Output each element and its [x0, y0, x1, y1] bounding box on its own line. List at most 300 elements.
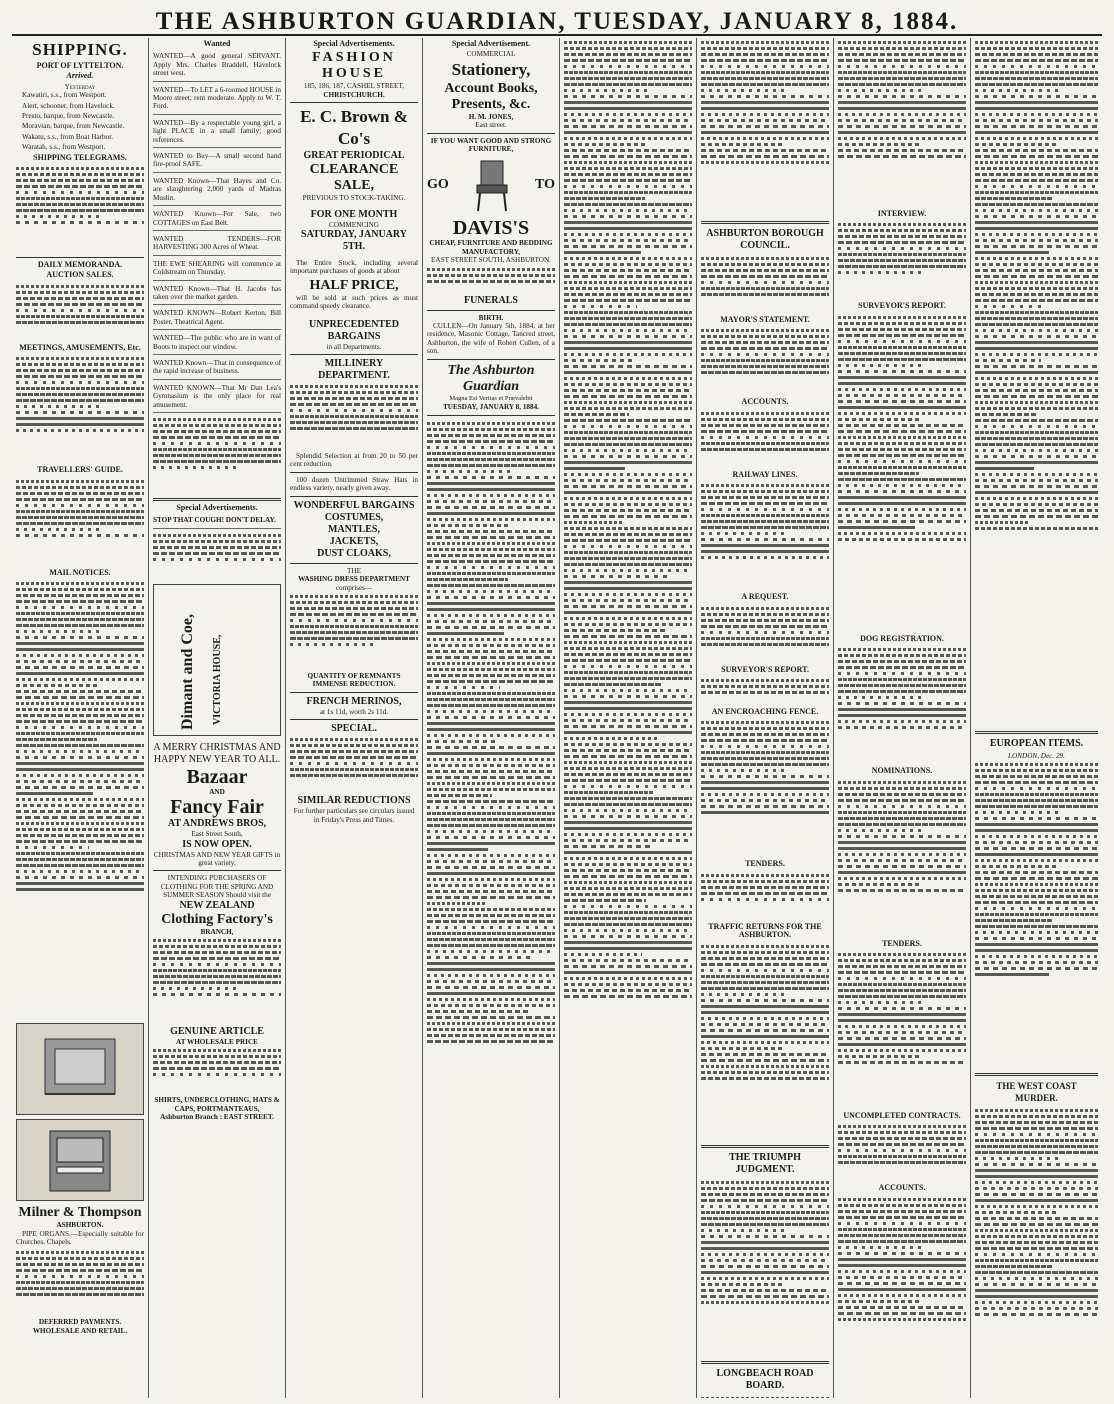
text-line	[701, 65, 829, 68]
text-line	[975, 419, 1098, 422]
text-line	[975, 209, 1098, 212]
article-body	[975, 760, 1098, 1070]
text-line	[427, 446, 555, 449]
text-line	[564, 737, 657, 740]
victoria-house: VICTORIA HOUSE,	[212, 634, 223, 725]
text-line	[564, 509, 692, 512]
text-line	[838, 259, 966, 262]
text-line	[564, 137, 692, 140]
text-line	[838, 835, 966, 838]
traffic-returns-heading: TRAFFIC RETURNS FOR THE ASHBURTON.	[708, 921, 822, 940]
text-line	[838, 829, 926, 832]
text-line	[564, 185, 692, 188]
text-line	[564, 257, 692, 260]
text-line	[838, 1019, 966, 1022]
text-line	[838, 47, 966, 50]
london-dateline: LONDON, Dec. 29.	[1008, 752, 1065, 760]
text-line	[838, 1198, 966, 1201]
text-line	[975, 59, 1098, 62]
great-periodical: GREAT PERIODICAL	[303, 150, 405, 162]
text-line	[975, 1247, 1098, 1250]
commercial: COMMERCIAL	[466, 50, 516, 59]
text-line	[838, 508, 966, 511]
text-line	[564, 77, 692, 80]
text-line	[564, 95, 692, 98]
text-line	[838, 1143, 966, 1146]
arrival-item: Presto, barque, from Newcastle.	[22, 112, 115, 121]
text-line	[16, 774, 144, 777]
text-line	[701, 161, 829, 164]
text-line	[564, 575, 669, 578]
advertisement-engraving	[16, 1023, 144, 1115]
text-line	[975, 263, 1098, 266]
text-line	[564, 371, 692, 374]
text-line	[838, 137, 966, 140]
text-line	[701, 359, 829, 362]
article-body	[701, 254, 829, 314]
request-heading: A REQUEST.	[741, 592, 789, 602]
text-line	[838, 430, 966, 433]
text-line	[701, 963, 829, 966]
text-line	[564, 983, 692, 986]
text-line	[838, 229, 966, 232]
text-line	[427, 626, 555, 629]
text-line	[564, 425, 692, 428]
text-line	[427, 530, 555, 533]
text-line	[427, 788, 555, 791]
text-line	[838, 1155, 966, 1158]
column-4	[423, 38, 560, 1398]
text-line	[564, 545, 692, 548]
text-line	[427, 620, 555, 623]
wanted-ad: WANTED KNOWN—Robert Kerton, Bill Poster, Theatrical Agent.	[153, 307, 281, 330]
text-line	[838, 346, 966, 349]
text-line	[290, 421, 418, 424]
text-line	[427, 818, 555, 821]
text-line	[16, 810, 144, 813]
wanted-ad: WANTED TENDERS—FOR HARVESTING 300 Acres of Wheat.	[153, 233, 281, 256]
text-line	[427, 794, 492, 797]
text-line	[564, 299, 692, 302]
text-line	[427, 812, 555, 815]
text-line	[975, 167, 1098, 170]
article-body	[701, 718, 829, 858]
text-line	[975, 1109, 1098, 1112]
davis-address: EAST STREET SOUTH, ASHBURTON.	[431, 256, 551, 265]
article-body	[701, 326, 829, 396]
text-line	[701, 490, 829, 493]
text-line	[838, 1210, 966, 1213]
text-line	[564, 857, 692, 860]
text-line	[701, 538, 829, 541]
text-line	[838, 690, 966, 693]
text-line	[701, 1283, 785, 1286]
text-line	[838, 1216, 966, 1219]
text-line	[564, 383, 692, 386]
text-line	[975, 53, 1098, 56]
text-line	[564, 527, 692, 530]
text-line	[975, 203, 1098, 206]
column-8	[971, 38, 1102, 1398]
text-line	[16, 636, 144, 639]
text-line	[975, 257, 1098, 260]
west-coast-murder-heading: THE WEST COAST MURDER.	[996, 1081, 1077, 1104]
text-line	[16, 510, 144, 513]
text-line	[427, 866, 555, 869]
bedding-manufactory: CHEAP, FURNITURE AND BEDDING MANUFACTORY,	[429, 239, 553, 256]
genuine-article: GENUINE ARTICLE	[170, 1026, 264, 1038]
text-line	[564, 611, 692, 614]
text-line	[975, 89, 1060, 92]
text-line	[427, 710, 555, 713]
body-text	[16, 282, 144, 342]
text-line	[975, 143, 1056, 146]
text-line	[564, 875, 692, 878]
text-line	[564, 887, 692, 890]
text-line	[975, 1127, 1098, 1130]
text-line	[564, 863, 692, 866]
text-line	[427, 1034, 555, 1037]
text-line	[564, 551, 692, 554]
text-line	[564, 269, 692, 272]
text-line	[838, 1001, 926, 1004]
text-line	[838, 1161, 966, 1164]
text-line	[975, 1301, 1098, 1304]
text-line	[564, 215, 692, 218]
text-line	[838, 1252, 966, 1255]
article-body	[838, 38, 966, 208]
text-line	[564, 467, 625, 470]
text-line	[975, 907, 1098, 910]
column-3	[286, 38, 423, 1398]
text-line	[564, 53, 692, 56]
text-line	[427, 566, 555, 569]
text-line	[16, 786, 144, 789]
text-line	[975, 889, 1098, 892]
text-line	[16, 726, 144, 729]
text-line	[701, 892, 829, 895]
text-line	[701, 981, 829, 984]
text-line	[975, 221, 1098, 224]
text-line	[16, 399, 144, 402]
east-street-south: East Street South,	[191, 830, 243, 839]
arrival-list	[16, 91, 144, 151]
paper-date: TUESDAY, JANUARY 8, 1884.	[443, 403, 539, 412]
text-line	[975, 185, 1098, 188]
text-line	[153, 448, 281, 451]
text-line	[564, 947, 692, 950]
text-line	[153, 534, 281, 537]
text-line	[975, 1241, 1098, 1244]
text-line	[16, 762, 144, 765]
text-line	[16, 696, 144, 699]
text-line	[564, 659, 692, 662]
text-line	[564, 281, 692, 284]
text-line	[16, 666, 144, 669]
text-line	[564, 191, 692, 194]
text-line	[838, 466, 966, 469]
text-line	[564, 683, 661, 686]
text-line	[975, 763, 1098, 766]
text-line	[427, 674, 555, 677]
text-line	[16, 1269, 144, 1272]
dog-registration-heading: DOG REGISTRATION.	[860, 633, 944, 643]
text-line	[701, 1011, 829, 1014]
text-line	[16, 678, 144, 681]
text-line	[427, 734, 555, 737]
text-line	[838, 496, 966, 499]
text-line	[427, 842, 555, 845]
text-line	[564, 569, 692, 572]
text-line	[16, 792, 93, 795]
text-line	[701, 556, 829, 559]
text-line	[427, 590, 555, 593]
text-line	[16, 798, 144, 801]
text-line	[838, 1276, 966, 1279]
text-line	[427, 524, 511, 527]
text-line	[427, 1016, 555, 1019]
text-line	[564, 629, 665, 632]
text-line	[838, 59, 966, 62]
text-line	[564, 521, 622, 524]
jones-east-street: East street.	[475, 121, 507, 130]
christchurch: CHRISTCHURCH.	[323, 90, 385, 99]
text-line	[16, 780, 144, 783]
davis-title: DAVIS'S	[452, 217, 530, 240]
encroaching-fence-heading: AN ENCROACHING FENCE.	[711, 707, 819, 717]
text-line	[701, 263, 829, 266]
text-line	[701, 59, 829, 62]
text-line	[701, 957, 829, 960]
text-line	[701, 544, 829, 547]
text-line	[975, 389, 1098, 392]
masthead	[12, 8, 1102, 36]
mail-notices-heading: MAIL NOTICES.	[49, 567, 111, 577]
text-line	[153, 945, 281, 948]
text-line	[564, 953, 642, 956]
text-line	[701, 727, 829, 730]
text-line	[564, 41, 692, 44]
text-line	[564, 707, 692, 710]
text-line	[564, 503, 692, 506]
text-line	[564, 347, 692, 350]
text-line	[16, 624, 144, 627]
text-line	[701, 113, 829, 116]
wonderful-bargains: WONDERFUL BARGAINS	[293, 499, 415, 511]
text-line	[701, 1301, 829, 1304]
text-line	[427, 890, 555, 893]
text-line	[975, 913, 1098, 916]
text-line	[975, 107, 1098, 110]
text-line	[838, 223, 966, 226]
text-line	[975, 865, 1056, 868]
text-line	[975, 485, 1098, 488]
text-line	[564, 821, 692, 824]
text-line	[153, 1067, 281, 1070]
text-line	[701, 424, 829, 427]
body-text	[427, 265, 555, 295]
millinery-department: MILLINERY DEPARTMENT.	[318, 358, 390, 382]
text-line	[838, 678, 966, 681]
text-line	[975, 967, 1098, 970]
text-line	[564, 449, 692, 452]
text-line	[564, 815, 692, 818]
column-5	[560, 38, 697, 1398]
text-line	[975, 1175, 1098, 1178]
body-text	[153, 1046, 281, 1096]
text-line	[564, 233, 692, 236]
travellers-guide-heading: TRAVELLERS' GUIDE.	[37, 465, 123, 475]
text-line	[290, 409, 418, 412]
text-line	[290, 768, 418, 771]
text-line	[564, 593, 692, 596]
text-line	[838, 149, 966, 152]
text-line	[16, 618, 144, 621]
text-line	[838, 1234, 966, 1237]
text-line	[975, 305, 1045, 308]
text-line	[16, 1293, 144, 1296]
text-line	[975, 83, 1098, 86]
text-line	[290, 415, 418, 418]
text-line	[16, 870, 144, 873]
organ-engraving	[16, 1119, 144, 1201]
text-line	[564, 317, 692, 320]
text-line	[564, 833, 692, 836]
text-line	[16, 492, 144, 495]
text-line	[16, 864, 144, 867]
text-line	[564, 461, 692, 464]
text-line	[838, 538, 966, 541]
text-line	[427, 758, 555, 761]
text-line	[427, 860, 555, 863]
presents: Presents, &c.	[451, 96, 531, 112]
text-line	[564, 497, 692, 500]
text-line	[564, 731, 692, 734]
text-line	[16, 486, 144, 489]
text-line	[16, 660, 144, 663]
birth-notice: CULLEN—On January 5th, 1884, at her residence, Masonic Cottage, Tancred street, Ashburton, the wife of Robert Cullen, of a son.	[427, 322, 555, 356]
text-line	[16, 876, 144, 879]
text-line	[975, 245, 1098, 248]
text-line	[975, 371, 1098, 374]
text-line	[564, 557, 692, 560]
text-line	[427, 452, 555, 455]
text-line	[838, 1131, 966, 1134]
text-line	[427, 482, 555, 485]
text-line	[427, 884, 555, 887]
text-line	[838, 358, 966, 361]
text-line	[701, 1223, 829, 1226]
article-body	[701, 604, 829, 664]
text-line	[701, 1181, 829, 1184]
text-line	[427, 938, 555, 941]
text-line	[427, 800, 555, 803]
text-line	[838, 971, 966, 974]
text-line	[975, 955, 1098, 958]
text-line	[564, 329, 692, 332]
text-line	[975, 323, 1098, 326]
immense-reduction: IMMENSE REDUCTION.	[312, 680, 396, 689]
text-line	[838, 799, 966, 802]
article-body	[427, 419, 555, 1299]
text-line	[427, 830, 555, 833]
article-body	[975, 38, 1098, 728]
text-line	[564, 407, 692, 410]
article-body	[838, 313, 966, 633]
text-line	[564, 743, 692, 746]
text-line	[701, 520, 829, 523]
text-line	[564, 713, 692, 716]
text-line	[838, 101, 966, 104]
to-label: TO	[535, 177, 555, 193]
text-line	[427, 440, 555, 443]
text-line	[290, 601, 418, 604]
wanted-ad: WANTED Known—That H. Jacobs has taken over the market garden.	[153, 283, 281, 306]
text-line	[16, 429, 144, 432]
text-line	[564, 635, 692, 638]
text-line	[701, 945, 829, 948]
text-line	[427, 422, 555, 425]
special-ad-heading: Special Advertisement.	[451, 39, 531, 48]
text-line	[701, 137, 829, 140]
text-line	[427, 1028, 555, 1031]
commencing: COMMENCING	[329, 220, 379, 229]
text-line	[427, 926, 555, 929]
wanted-ad: WANTED—To LET a 6-roomed HOUSE in Moore street; rent moderate. Apply to W. T. Ford.	[153, 84, 281, 115]
birth-heading: BIRTH.	[478, 313, 504, 322]
text-line	[838, 328, 966, 331]
text-line	[564, 59, 692, 62]
text-line	[701, 739, 829, 742]
text-line	[16, 215, 104, 218]
text-line	[290, 427, 418, 430]
text-line	[838, 424, 966, 427]
text-line	[564, 911, 692, 914]
body-text	[290, 592, 418, 672]
text-line	[564, 755, 692, 758]
text-line	[838, 859, 966, 862]
text-line	[975, 425, 1098, 428]
text-line	[838, 388, 966, 391]
unprecedented-bargains: UNPRECEDENTED BARGAINS	[308, 318, 399, 342]
text-line	[153, 969, 281, 972]
text-line	[427, 722, 555, 725]
text-line	[838, 520, 966, 523]
text-line	[427, 638, 555, 641]
text-line	[564, 359, 633, 362]
text-line	[564, 491, 692, 494]
text-line	[564, 125, 692, 128]
text-line	[701, 886, 829, 889]
text-line	[564, 827, 692, 830]
text-line	[16, 648, 144, 651]
text-line	[564, 101, 692, 104]
text-line	[564, 443, 692, 446]
text-line	[701, 999, 829, 1002]
text-line	[564, 47, 692, 50]
fancy-fair-title: Fancy Fair	[170, 796, 264, 819]
text-line	[701, 119, 829, 122]
text-line	[838, 1306, 966, 1309]
text-line	[564, 839, 692, 842]
text-line	[564, 395, 692, 398]
text-line	[427, 752, 555, 755]
text-line	[701, 1065, 829, 1068]
text-line	[975, 365, 1098, 368]
text-line	[427, 878, 555, 881]
milner-location: ASHBURTON.	[56, 1221, 104, 1230]
text-line	[290, 631, 418, 634]
